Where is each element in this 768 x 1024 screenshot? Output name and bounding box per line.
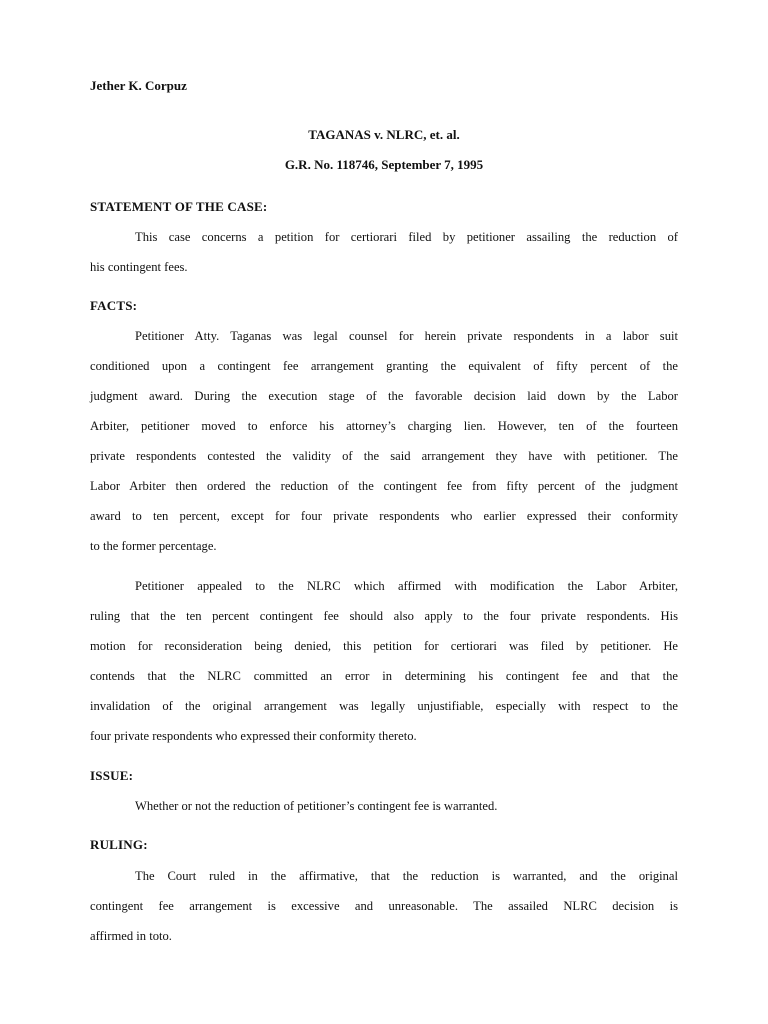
statement-heading: STATEMENT OF THE CASE: [90, 199, 268, 214]
paragraph-line: ruling that the ten percent contingent fee should also apply to the four private respondents. His [90, 609, 678, 623]
facts-paragraph-1 [90, 321, 678, 561]
paragraph-line: four private respondents who expressed their conformity thereto. [90, 729, 417, 743]
statement-paragraph [90, 222, 678, 282]
paragraph-line: affirmed in toto. [90, 929, 172, 943]
paragraph-line: contends that the NLRC committed an error in determining his contingent fee and that the [90, 669, 678, 683]
paragraph-line: conditioned upon a contingent fee arrangement granting the equivalent of fifty percent of the [90, 359, 678, 373]
ruling-heading: RULING: [90, 837, 148, 852]
paragraph-line: Whether or not the reduction of petitioner’s contingent fee is warranted. [135, 799, 498, 813]
paragraph-line: This case concerns a petition for certiorari filed by petitioner assailing the reduction of [135, 230, 678, 244]
paragraph-line: to the former percentage. [90, 539, 217, 553]
facts-heading: FACTS: [90, 298, 138, 313]
paragraph-line: The Court ruled in the affirmative, that the reduction is warranted, and the original [135, 869, 678, 883]
case-title: TAGANAS v. NLRC, et. al. [308, 127, 460, 142]
paragraph-line: motion for reconsideration being denied, this petition for certiorari was filed by petitioner. He [90, 639, 678, 653]
paragraph-line: Petitioner appealed to the NLRC which affirmed with modification the Labor Arbiter, [135, 579, 678, 593]
paragraph-line: contingent fee arrangement is excessive and unreasonable. The assailed NLRC decision is [90, 899, 678, 913]
paragraph-line: invalidation of the original arrangement was legally unjustifiable, especially with respect to the [90, 699, 678, 713]
paragraph-line: award to ten percent, except for four private respondents who earlier expressed their conformity [90, 509, 678, 523]
issue-paragraph [90, 791, 678, 821]
issue-heading: ISSUE: [90, 768, 134, 783]
ruling-paragraph [90, 861, 678, 951]
paragraph-line: judgment award. During the execution stage of the favorable decision laid down by the Labor [90, 389, 678, 403]
paragraph-line: private respondents contested the validity of the said arrangement they have with petitioner. The [90, 449, 678, 463]
case-citation: G.R. No. 118746, September 7, 1995 [284, 157, 484, 172]
author-name: Jether K. Corpuz [90, 78, 187, 93]
paragraph-line: his contingent fees. [90, 260, 188, 274]
paragraph-line: Arbiter, petitioner moved to enforce his attorney’s charging lien. However, ten of the fourteen [90, 419, 678, 433]
facts-paragraph-2 [90, 571, 678, 751]
case-title-block [90, 126, 678, 186]
paragraph-line: Labor Arbiter then ordered the reduction of the contingent fee from fifty percent of the judgment [90, 479, 678, 493]
paragraph-line: Petitioner Atty. Taganas was legal counsel for herein private respondents in a labor suit [135, 329, 678, 343]
